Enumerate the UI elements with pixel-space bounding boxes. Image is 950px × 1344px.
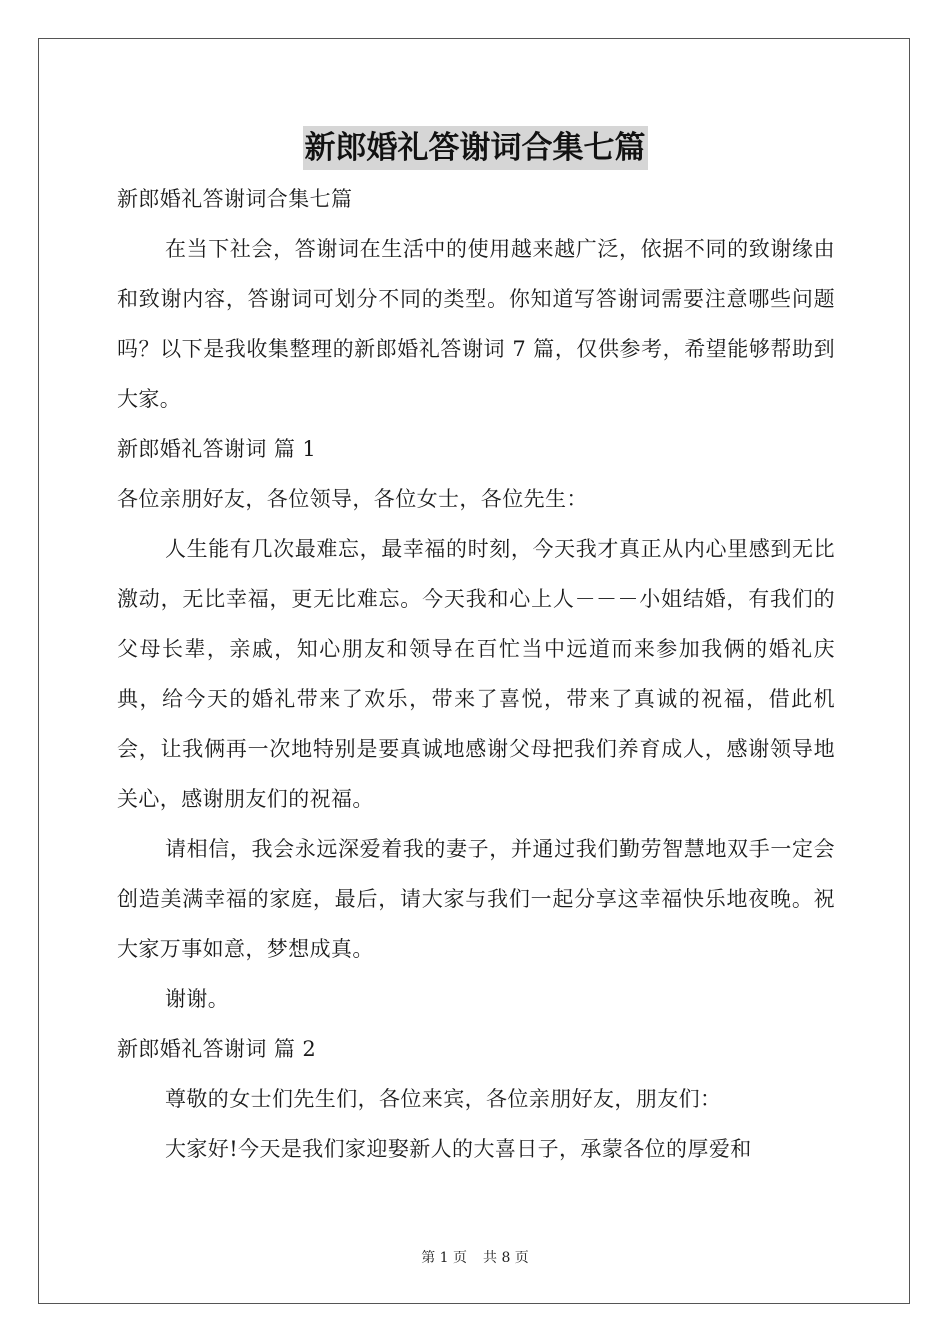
page-number: 第 1 页 xyxy=(421,1250,467,1266)
page-total: 共 8 页 xyxy=(483,1250,529,1266)
paragraph-body-2: 请相信，我会永远深爱着我的妻子，并通过我们勤劳智慧地双手一定会创造美满幸福的家庭，最后，请大家与我们一起分享这幸福快乐地夜晚。祝大家万事如意，梦想成真。 xyxy=(117,837,835,961)
paragraph-thanks: 谢谢。 xyxy=(165,987,230,1011)
section-heading-2: 新郎婚礼答谢词 篇 2 xyxy=(117,1037,317,1061)
paragraph-body-1: 人生能有几次最难忘，最幸福的时刻，今天我才真正从内心里感到无比激动，无比幸福，更无比难忘。今天我和心上人－－－小姐结婚，有我们的父母长辈，亲戚，知心朋友和领导在百忙当中远道而来参加我俩的婚礼庆典，给今天的婚礼带来了欢乐，带来了喜悦，带来了真诚的祝福，借此机会，让我俩再一次地特别是要真诚地感谢父母把我们养育成人，感谢领导地关心，感谢朋友们的祝福。 xyxy=(117,537,835,811)
title-wrap xyxy=(0,126,950,170)
paragraph-intro: 在当下社会，答谢词在生活中的使用越来越广泛，依据不同的致谢缘由和致谢内容，答谢词可划分不同的类型。你知道写答谢词需要注意哪些问题吗？以下是我收集整理的新郎婚礼答谢词 7 篇，仅供参考，希望能够帮助到大家。 xyxy=(117,237,835,411)
paragraph-greeting-1: 各位亲朋好友，各位领导，各位女士，各位先生： xyxy=(117,487,588,511)
page-footer xyxy=(0,1247,950,1267)
paragraph-subtitle: 新郎婚礼答谢词合集七篇 xyxy=(117,187,353,211)
document-body xyxy=(117,174,835,1174)
paragraph-body-3: 大家好!今天是我们家迎娶新人的大喜日子，承蒙各位的厚爱和 xyxy=(165,1137,752,1161)
document-title: 新郎婚礼答谢词合集七篇 xyxy=(303,126,648,170)
paragraph-greeting-2: 尊敬的女士们先生们，各位来宾，各位亲朋好友，朋友们： xyxy=(165,1087,722,1111)
section-heading-1: 新郎婚礼答谢词 篇 1 xyxy=(117,437,317,461)
